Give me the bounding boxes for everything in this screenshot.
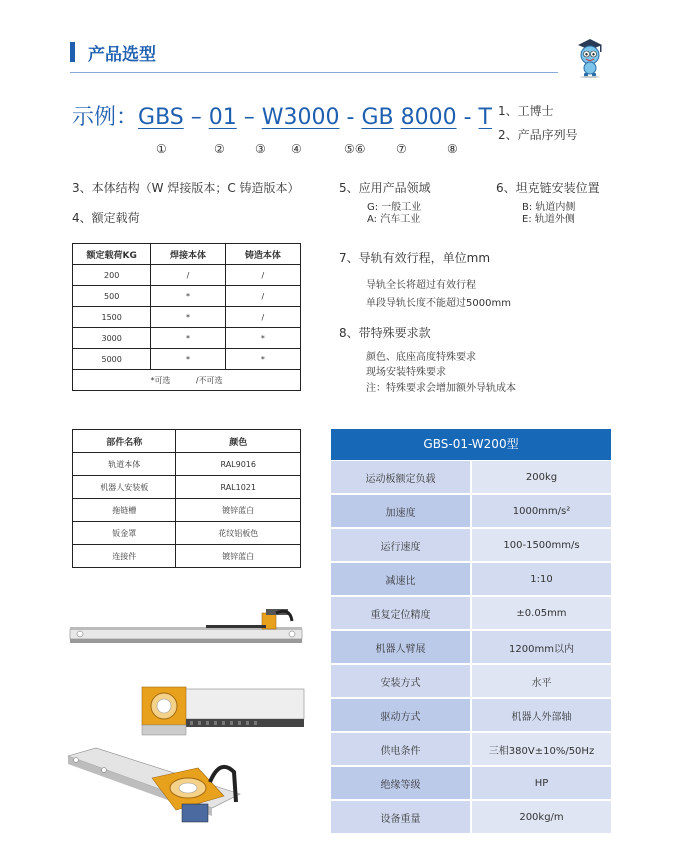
table-row <box>73 522 301 545</box>
rail-illustration-side <box>66 603 306 653</box>
spec-table <box>331 461 611 835</box>
marker-7: ⑦ <box>396 142 407 156</box>
table-cell: * <box>151 349 225 370</box>
code-dash-1: – <box>190 105 202 130</box>
table-cell: 500 <box>73 286 151 307</box>
table-cell: 轨道本体 <box>73 453 176 476</box>
code-dash-4: - <box>463 105 472 130</box>
spec-key: 减速比 <box>331 562 471 596</box>
table-cell: 连接件 <box>73 545 176 568</box>
spec-key: 供电条件 <box>331 732 471 766</box>
spec-key: 机器人臂展 <box>331 630 471 664</box>
table-cell: 1500 <box>73 307 151 328</box>
table-cell: / <box>151 265 225 286</box>
table-row <box>331 630 611 664</box>
marker-8: ⑧ <box>447 142 458 156</box>
section-7-item: 单段导轨长度不能超过5000mm <box>366 298 511 309</box>
example-code <box>72 100 492 131</box>
code-w3000: W3000 <box>261 105 340 130</box>
table-row <box>331 596 611 630</box>
spec-key: 绝缘等级 <box>331 766 471 800</box>
table-header-row <box>73 244 301 265</box>
marker-5-6: ⑤⑥ <box>344 142 366 156</box>
section-8-title: 8、带特殊要求款 <box>339 326 431 340</box>
table-row <box>331 698 611 732</box>
table-cell: 机器人安装板 <box>73 476 176 499</box>
code-dash-2: – <box>243 105 255 130</box>
table-row <box>73 349 301 370</box>
table-header: 额定载荷KG <box>73 244 151 265</box>
section-8-item: 注：特殊要求会增加额外导轨成本 <box>366 383 516 394</box>
table-cell: * <box>151 286 225 307</box>
spec-key: 加速度 <box>331 494 471 528</box>
table-header: 焊接本体 <box>151 244 225 265</box>
spec-value: 1:10 <box>471 562 611 596</box>
note-2: 2、产品序列号 <box>498 128 578 142</box>
table-cell: * <box>225 349 300 370</box>
spec-value: ±0.05mm <box>471 596 611 630</box>
table-row <box>331 800 611 834</box>
table-cell: RAL1021 <box>176 476 301 499</box>
marker-2: ② <box>214 142 225 156</box>
spec-value: 三相380V±10%/50Hz <box>471 732 611 766</box>
spec-key: 安装方式 <box>331 664 471 698</box>
code-t: T <box>478 105 492 130</box>
spec-key: 设备重量 <box>331 800 471 834</box>
section-5-title: 5、应用产品领域 <box>339 181 431 195</box>
rail-illustration-perspective <box>64 742 244 834</box>
table-cell: 5000 <box>73 349 151 370</box>
table-cell: * <box>151 307 225 328</box>
table-row <box>73 545 301 568</box>
table-header: 铸造本体 <box>225 244 300 265</box>
spec-value: HP <box>471 766 611 800</box>
table-row <box>73 265 301 286</box>
spec-key: 驱动方式 <box>331 698 471 732</box>
table-cell: 200 <box>73 265 151 286</box>
spec-value: 200kg/m <box>471 800 611 834</box>
table-row <box>73 307 301 328</box>
table-cell: / <box>225 286 300 307</box>
spec-value: 200kg <box>471 461 611 494</box>
code-01: 01 <box>208 105 237 130</box>
table-cell: * <box>151 328 225 349</box>
spec-value: 机器人外部轴 <box>471 698 611 732</box>
table-cell: 钣金罩 <box>73 522 176 545</box>
table-row <box>73 499 301 522</box>
table-row <box>331 528 611 562</box>
table-footnote: *可选 /不可选 <box>73 370 301 391</box>
table-row <box>73 476 301 499</box>
table-cell: / <box>225 265 300 286</box>
table-cell: 镀锌蓝白 <box>176 499 301 522</box>
code-8000: 8000 <box>400 105 457 130</box>
header-divider <box>70 72 558 73</box>
table-row <box>73 286 301 307</box>
rail-illustration-top <box>138 683 308 743</box>
table-cell: 花纹铝板色 <box>176 522 301 545</box>
spec-key: 运动板额定负载 <box>331 461 471 494</box>
section-7-title: 7、导轨有效行程，单位mm <box>339 251 491 265</box>
page-title: 产品选型 <box>88 45 156 65</box>
section-8-item: 现场安装特殊要求 <box>366 367 446 378</box>
marker-4: ④ <box>291 142 302 156</box>
table-row <box>331 562 611 596</box>
table-row <box>331 766 611 800</box>
code-gb: GB <box>361 105 394 130</box>
section-6-item: B: 轨道内侧 <box>522 202 576 213</box>
marker-3: ③ <box>255 142 266 156</box>
table-cell: RAL9016 <box>176 453 301 476</box>
section-8-item: 颜色、底座高度特殊要求 <box>366 352 476 363</box>
table-row <box>331 664 611 698</box>
header-accent-bar <box>70 42 75 62</box>
note-1: 1、工博士 <box>498 104 554 118</box>
code-dash-3: - <box>346 105 355 130</box>
table-cell: * <box>225 328 300 349</box>
table-cell: 拖链槽 <box>73 499 176 522</box>
table-cell: 镀锌蓝白 <box>176 545 301 568</box>
spec-key: 重复定位精度 <box>331 596 471 630</box>
spec-value: 水平 <box>471 664 611 698</box>
table-row <box>331 494 611 528</box>
section-4-title: 4、额定载荷 <box>72 211 140 225</box>
table-row <box>331 461 611 494</box>
spec-key: 运行速度 <box>331 528 471 562</box>
marker-1: ① <box>156 142 167 156</box>
section-5-item: G: 一般工业 <box>367 202 422 213</box>
table-row <box>73 328 301 349</box>
table-cell: / <box>225 307 300 328</box>
table-row <box>331 732 611 766</box>
load-table <box>72 243 301 391</box>
section-3-title: 3、本体结构（W 焊接版本；C 铸造版本） <box>72 181 300 195</box>
section-7-item: 导轨全长将超过有效行程 <box>366 280 476 291</box>
table-cell: 3000 <box>73 328 151 349</box>
example-prefix: 示例： <box>72 105 139 130</box>
section-6-title: 6、坦克链安装位置 <box>496 181 600 195</box>
section-5-item: A: 汽车工业 <box>367 214 421 225</box>
table-header: 颜色 <box>176 430 301 453</box>
table-row <box>73 453 301 476</box>
spec-value: 1200mm以内 <box>471 630 611 664</box>
spec-table-title: GBS-01-W200型 <box>331 429 611 460</box>
table-header: 部件名称 <box>73 430 176 453</box>
table-header-row <box>73 430 301 453</box>
section-6-item: E: 轨道外侧 <box>522 214 575 225</box>
spec-value: 100-1500mm/s <box>471 528 611 562</box>
parts-table <box>72 429 301 568</box>
mascot-logo-icon <box>572 36 608 78</box>
table-footnote-row <box>73 370 301 391</box>
code-gbs: GBS <box>138 105 184 130</box>
spec-value: 1000mm/s² <box>471 494 611 528</box>
